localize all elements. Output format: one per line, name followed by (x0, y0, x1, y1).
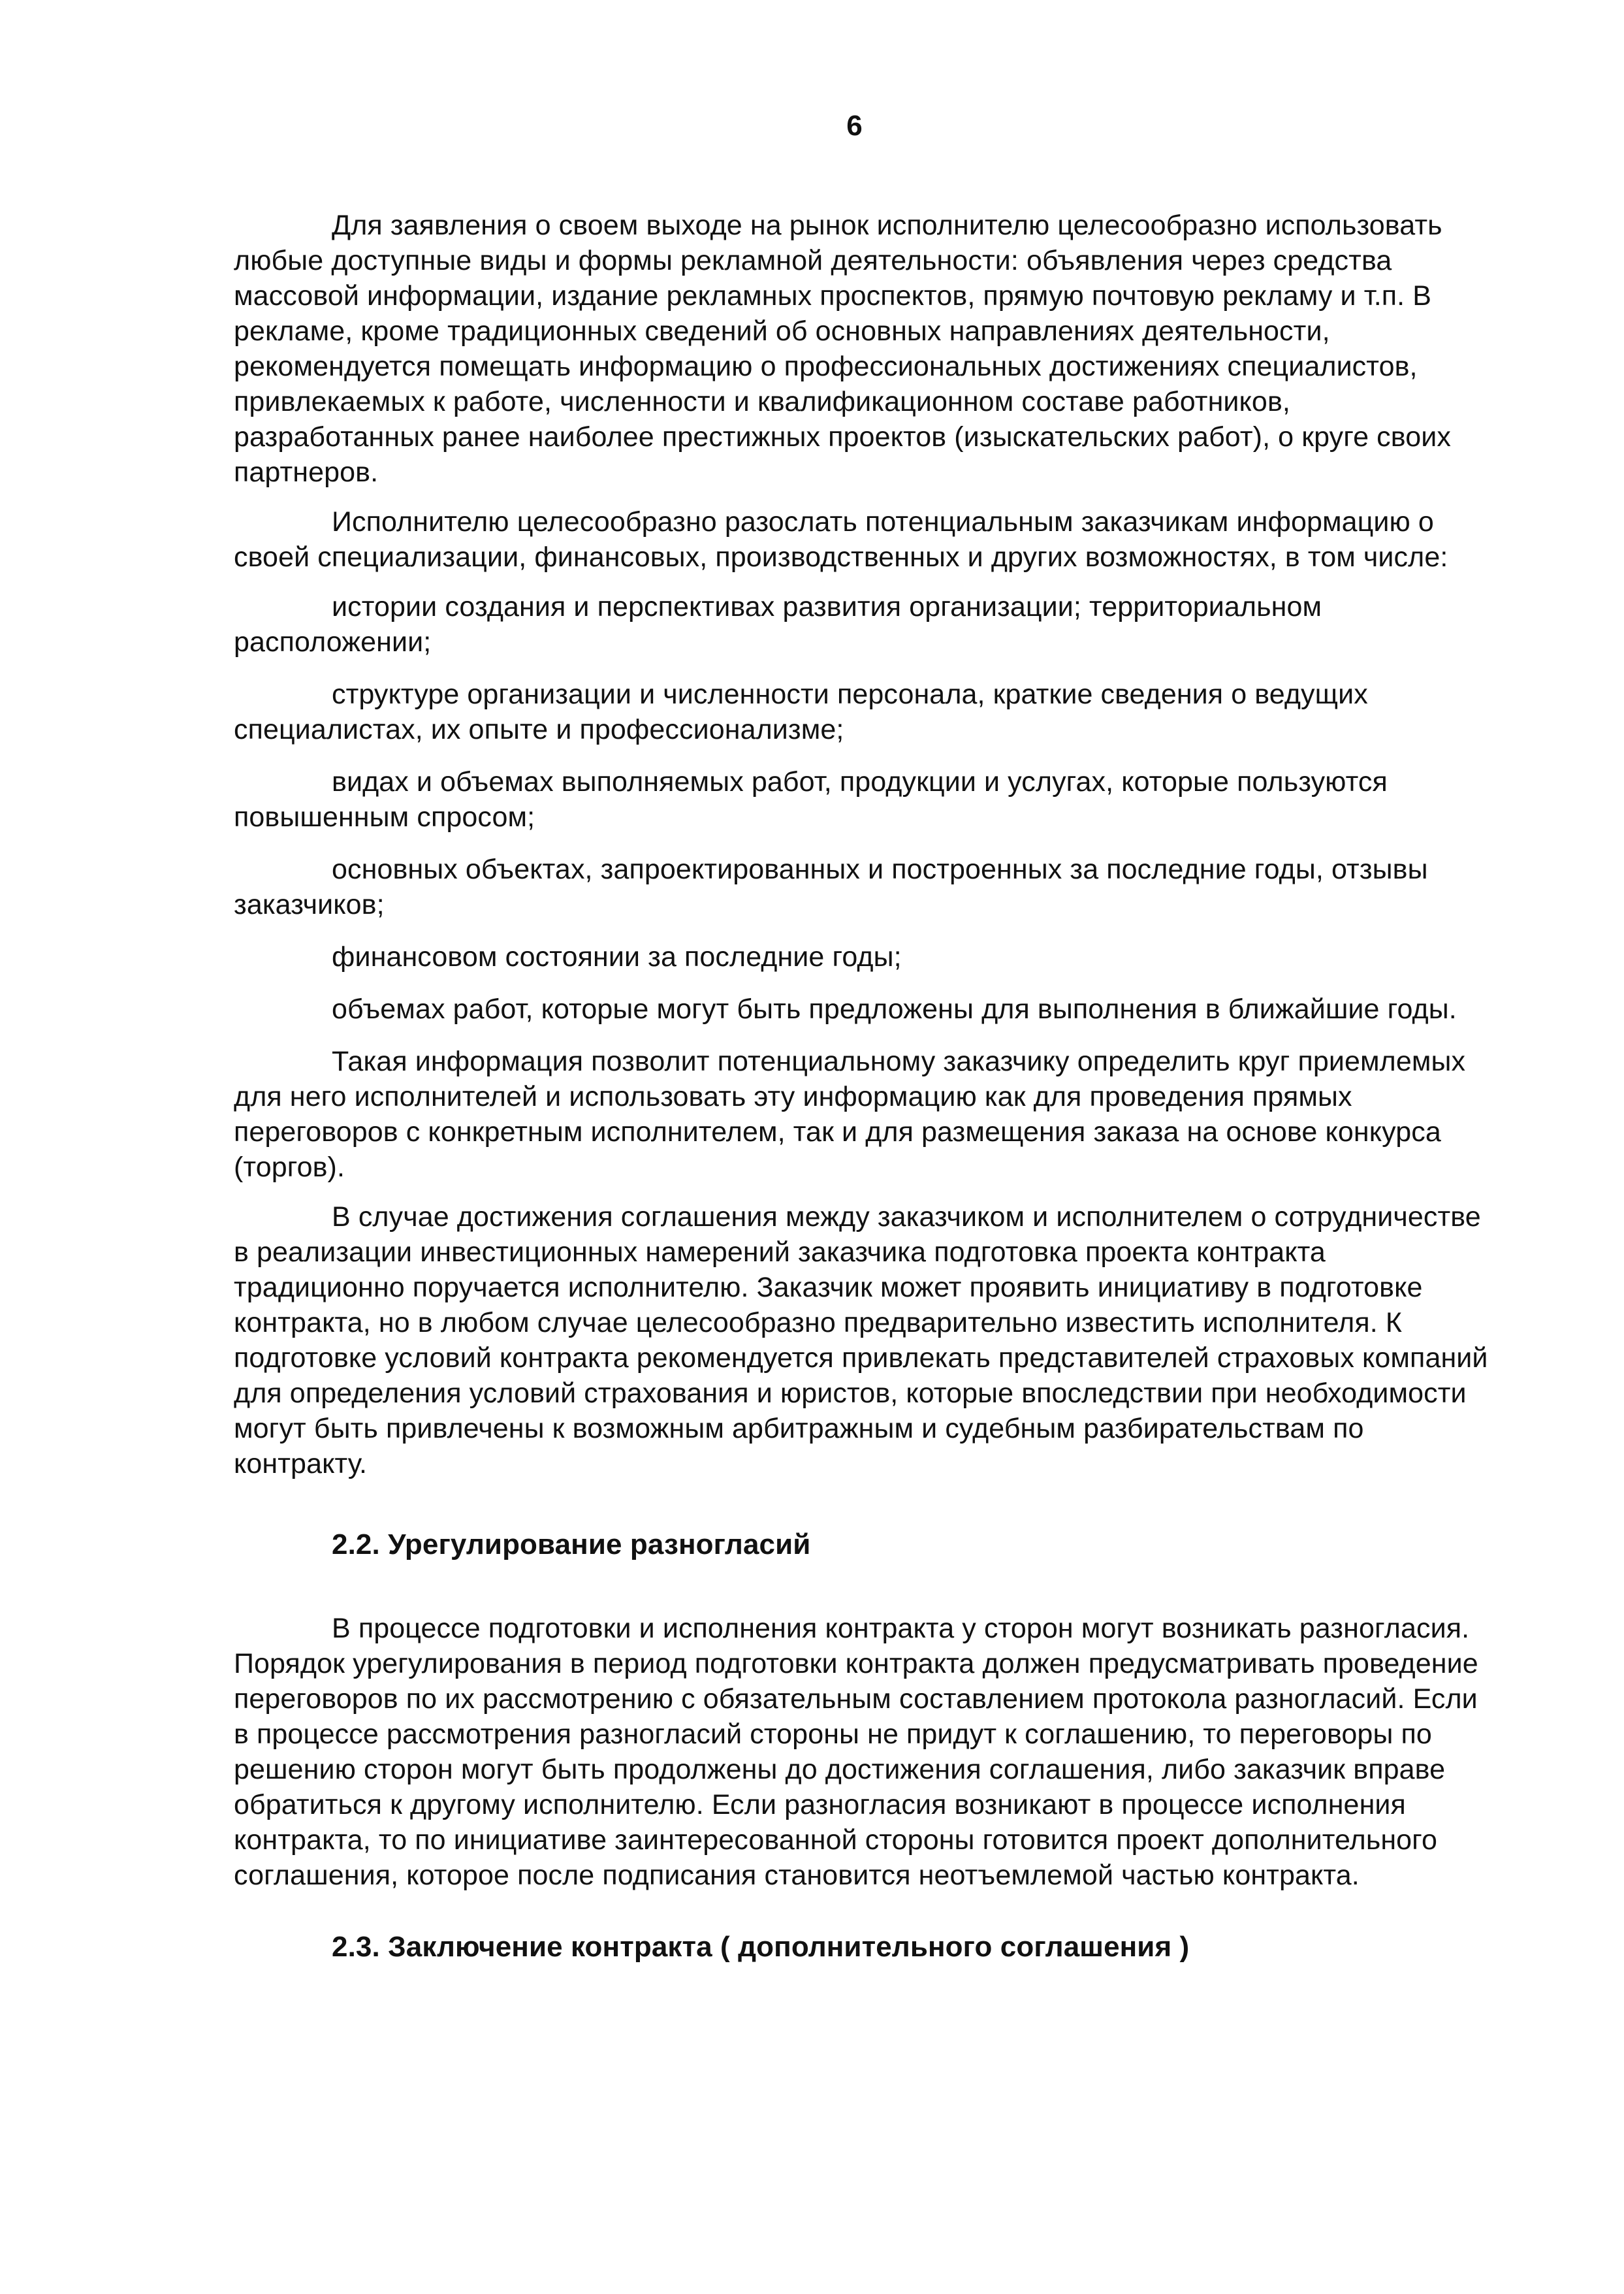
section-heading-2-2: 2.2. Урегулирование разногласий (332, 1528, 811, 1560)
paragraph-advertising: Для заявления о своем выходе на рынок исполнителю целесообразно использовать любые доступные виды и формы рекламной деятельности: объявления через средства массовой информации, издание рекламных проспектов, прямую почтовую рекламу и т.п. В рекламе, кроме традиционных сведений об основных направлениях деятельности, рекомендуется помещать информацию о профессиональных достижениях специалистов, привлекаемых к работе, численности и квалификационном составе работников, разработанных ранее наиболее престижных проектов (изыскательских работ), о круге своих партнеров. (234, 210, 1451, 488)
list-item: видах и объемах выполняемых работ, продукции и услугах, которые пользуются повышенным спросом; (234, 766, 1388, 833)
list-item: основных объектах, запроектированных и построенных за последние годы, отзывы заказчиков; (234, 854, 1428, 920)
list-item: структуре организации и численности персонала, краткие сведения о ведущих специалистах, их опыте и профессионализме; (234, 679, 1368, 745)
page-body (234, 208, 1497, 2013)
list-item: истории создания и перспективах развития организации; территориальном расположении; (234, 591, 1322, 658)
list-item: объемах работ, которые могут быть предложены для выполнения в ближайшие годы. (332, 994, 1457, 1025)
paragraph-agreement: В случае достижения соглашения между заказчиком и исполнителем о сотрудничестве в реализации инвестиционных намерений заказчика подготовка проекта контракта традиционно поручается исполнителю. Заказчик может проявить инициативу в подготовке контракта, но в любом случае целесообразно предварительно известить исполнителя. К подготовке условий контракта рекомендуется привлекать представителей страховых компаний для определения условий страхования и юристов, которые впоследствии при необходимости могут быть привлечены к возможным арбитражным и судебным разбирательствам по контракту. (234, 1201, 1488, 1479)
page-number: 6 (846, 110, 863, 142)
paragraph-such-information: Такая информация позволит потенциальному заказчику определить круг приемлемых для него исполнителей и использовать эту информацию как для проведения прямых переговоров с конкретным исполнителем, так и для размещения заказа на основе конкурса (торгов). (234, 1046, 1466, 1183)
paragraph-disagreements: В процессе подготовки и исполнения контракта у сторон могут возникать разногласия. Порядок урегулирования в период подготовки контракта должен предусматривать проведение переговоров по их рассмотрению с обязательным составлением протокола разногласий. Если в процессе рассмотрения разногласий стороны не придут к соглашению, то переговоры по решению сторон могут быть продолжены до достижения соглашения, либо заказчик вправе обратиться к другому исполнителю. Если разногласия возникают в процессе исполнения контракта, то по инициативе заинтересованной стороны готовится проект дополнительного соглашения, которое после подписания становится неотъемлемой частью контракта. (234, 1613, 1478, 1891)
paragraph-information: Исполнителю целесообразно разослать потенциальным заказчикам информацию о своей специализации, финансовых, производственных и других возможностях, в том числе: (234, 506, 1448, 573)
list-item: финансовом состоянии за последние годы; (332, 941, 902, 973)
section-heading-2-3: 2.3. Заключение контракта ( дополнительного соглашения ) (332, 1931, 1190, 1963)
